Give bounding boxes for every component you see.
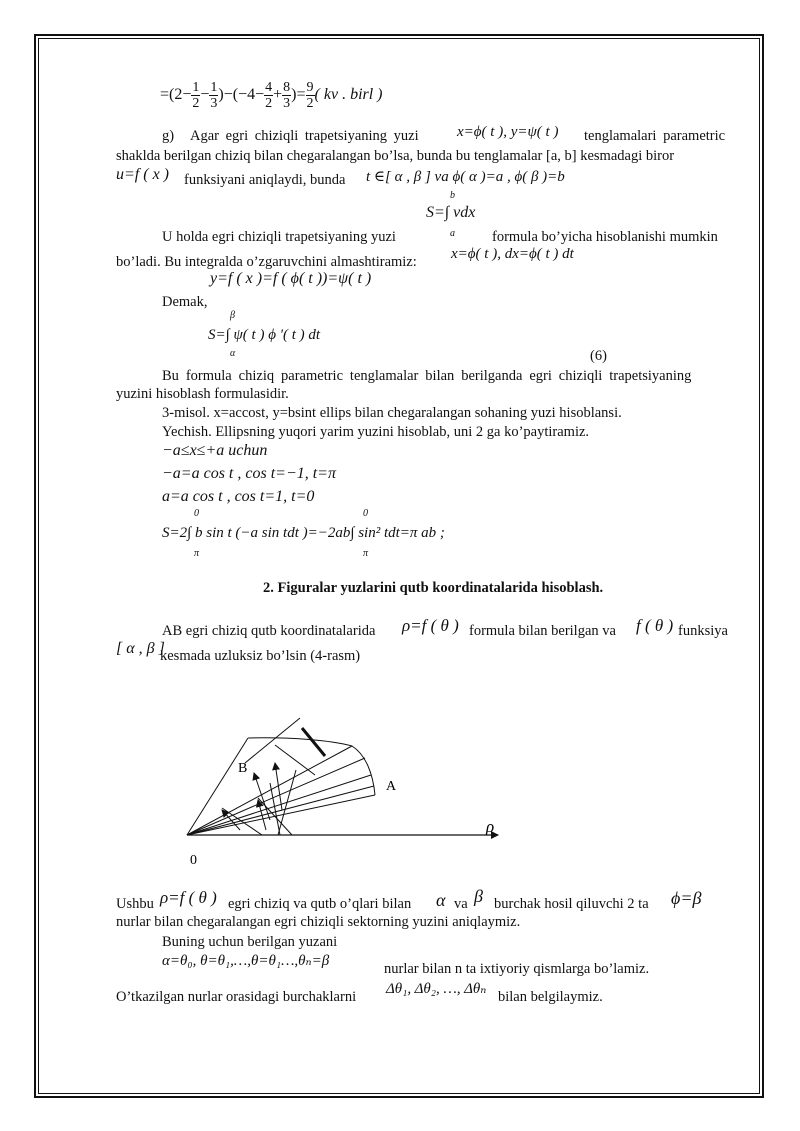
label-rho: ρ	[486, 817, 495, 836]
sector-line-5	[270, 783, 280, 835]
demak-label: Demak,	[162, 294, 208, 310]
paragraph-ushbu-1a: Ushbu	[116, 896, 154, 912]
label-B: B	[238, 761, 248, 776]
formula-range: −a≤x≤+a uchun	[162, 442, 268, 459]
paragraph-buning-2: nurlar bilan n ta ixtiyoriy qismlarga bo’lamiz.	[384, 961, 650, 977]
paragraph-buning-3: O’tkazilgan nurlar orasidagi burchaklarni	[116, 989, 357, 1005]
paragraph-ushbu-2: nurlar bilan chegaralangan egri chiziqli sektorning yuzini aniqlaymiz.	[116, 914, 521, 930]
ray-upper	[187, 738, 248, 835]
fraction: $\frac{4}{2}$	[265, 80, 273, 111]
paragraph-g-line3: funksiyani aniqlaydi, bunda	[184, 172, 346, 188]
formula-theta-sequence: α=θ₀, θ=θ₁,…,θ=θ₁…,θₙ=β	[162, 953, 330, 969]
section-title: 2. Figuralar yuzlarini qutb koordinatalarida hisoblash.	[263, 580, 604, 596]
formula-rho-f: ρ=f ( θ )	[402, 616, 459, 635]
paragraph-buning-3b: bilan belgilaymiz.	[498, 989, 603, 1005]
formula-t-interval: t ∈[ α , β ] va ϕ( α )=a , ϕ( β )=b	[366, 169, 565, 185]
symbol-beta: β	[474, 886, 483, 906]
formula-6: S=∫ ψ( t ) ϕ ′( t ) dt	[208, 327, 321, 343]
bold-segment	[302, 728, 325, 756]
paragraph-buning-1: Buning uchun berilgan yuzani	[162, 934, 338, 950]
fraction: $\frac{1}{3}$	[210, 80, 218, 111]
polar-sector-figure	[170, 700, 510, 880]
formula-param-xy: x=ϕ( t ), y=ψ( t )	[457, 124, 559, 140]
paragraph-g-line4a: U holda egri chiziqli trapetsiyaning yuzi	[162, 229, 396, 245]
paragraph-g-line1b: tenglamalari parametric	[584, 128, 726, 144]
paragraph-ab-line1a: AB egri chiziq qutb koordinatalarida	[162, 623, 376, 639]
integral-upper-limit: b	[450, 190, 455, 201]
paragraph-g-line1a: Agar egri chiziqli trapetsiyaning yuzi	[190, 128, 419, 144]
integral-lower-limit: π	[194, 548, 200, 559]
paragraph-g-line4b: formula bo’yicha hisoblanishi mumkin	[492, 229, 718, 245]
sector-line-1	[245, 718, 300, 763]
formula-s-vdx: S=∫ vdx	[426, 204, 476, 221]
fraction: $\frac{8}{3}$	[283, 80, 291, 111]
integral-lower-limit: a	[450, 228, 455, 239]
formula-interval: [ α , β ]	[116, 640, 165, 657]
formula-delta-sequence: Δθ₁, Δθ₂, …, Δθₙ	[386, 981, 487, 997]
top-formula: =(2− $\frac{1}{2}$ − $\frac{1}{3}$ )−(−4− $\frac{4}{2}$ + $\frac{8}{3}$ )= $\frac{9}{2}$ ( kv . birl )	[160, 80, 383, 111]
paragraph-6-line2: yuzini hisoblash formulasidir.	[116, 386, 289, 402]
integral-upper-limit: β	[230, 310, 235, 321]
formula-part: =(2−	[160, 86, 192, 104]
integral-lower-limit: π	[363, 548, 369, 559]
formula-line-a2: a=a cos t , cos t=1, t=0	[162, 488, 315, 505]
formula-phi-beta: ϕ=β	[671, 888, 702, 908]
formula-u-fx: u=f ( x )	[116, 166, 169, 183]
paragraph-g-line2: shaklda berilgan chiziq bilan chegaralangan bo’lsa, bunda bu tenglamalar [a, b] kesmadagi biror	[116, 148, 675, 164]
example-3-statement: 3-misol. x=accost, y=bsint ellips bilan chegaralangan sohaning yuzi hisoblansi.	[162, 405, 622, 421]
paragraph-ab-line2: kesmada uzluksiz bo’lsin (4-rasm)	[160, 648, 361, 664]
integral-lower-limit: α	[230, 348, 236, 359]
paragraph-ushbu-1b: egri chiziq va qutb o’qlari bilan	[228, 896, 412, 912]
item-g-label: g)	[162, 128, 175, 144]
fraction: $\frac{1}{2}$	[192, 80, 200, 111]
label-A: A	[386, 779, 397, 794]
paragraph-ushbu-1c: va	[454, 896, 468, 912]
formula-rho-f-2: ρ=f ( θ )	[160, 888, 217, 907]
solution-line: Yechish. Ellipsning yuqori yarim yuzini hisoblab, uni 2 ga ko’paytiramiz.	[162, 424, 590, 440]
formula-substitution: x=ϕ( t ), dx=ϕ( t ) dt	[451, 246, 574, 262]
formula-final: S=2∫ b sin t (−a sin tdt )=−2ab∫ sin² tdt=π ab ;	[162, 525, 445, 541]
sector-line-2	[275, 745, 315, 775]
ray-3	[187, 775, 371, 835]
symbol-alpha: α	[436, 890, 446, 910]
page-border-inner	[38, 38, 760, 1094]
paragraph-g-line5: bo’ladi. Bu integralda o’zgaruvchini almashtiramiz:	[116, 254, 417, 270]
label-origin: 0	[190, 853, 197, 868]
integral-upper-limit: 0	[194, 508, 199, 519]
paragraph-ab-line1c: funksiya	[678, 623, 728, 639]
curve-AB	[248, 738, 375, 795]
fraction: $\frac{9}{2}$	[306, 80, 314, 111]
formula-f-theta: f ( θ )	[636, 616, 674, 635]
ray-1	[187, 746, 352, 835]
integral-upper-limit: 0	[363, 508, 368, 519]
paragraph-ushbu-1d: burchak hosil qiluvchi 2 ta	[494, 896, 649, 912]
arrow-3	[254, 773, 270, 820]
formula-y-eq: y=f ( x )=f ( ϕ( t ))=ψ( t )	[210, 270, 372, 287]
paragraph-6-line1: Bu formula chiziq parametric tenglamalar bilan berilganda egri chiziqli trapetsiyaning	[162, 368, 692, 384]
paragraph-ab-line1b: formula bilan berilgan va	[469, 623, 616, 639]
equation-number-6: (6)	[590, 348, 607, 364]
formula-line-a1: −a=a cos t , cos t=−1, t=π	[162, 465, 336, 482]
